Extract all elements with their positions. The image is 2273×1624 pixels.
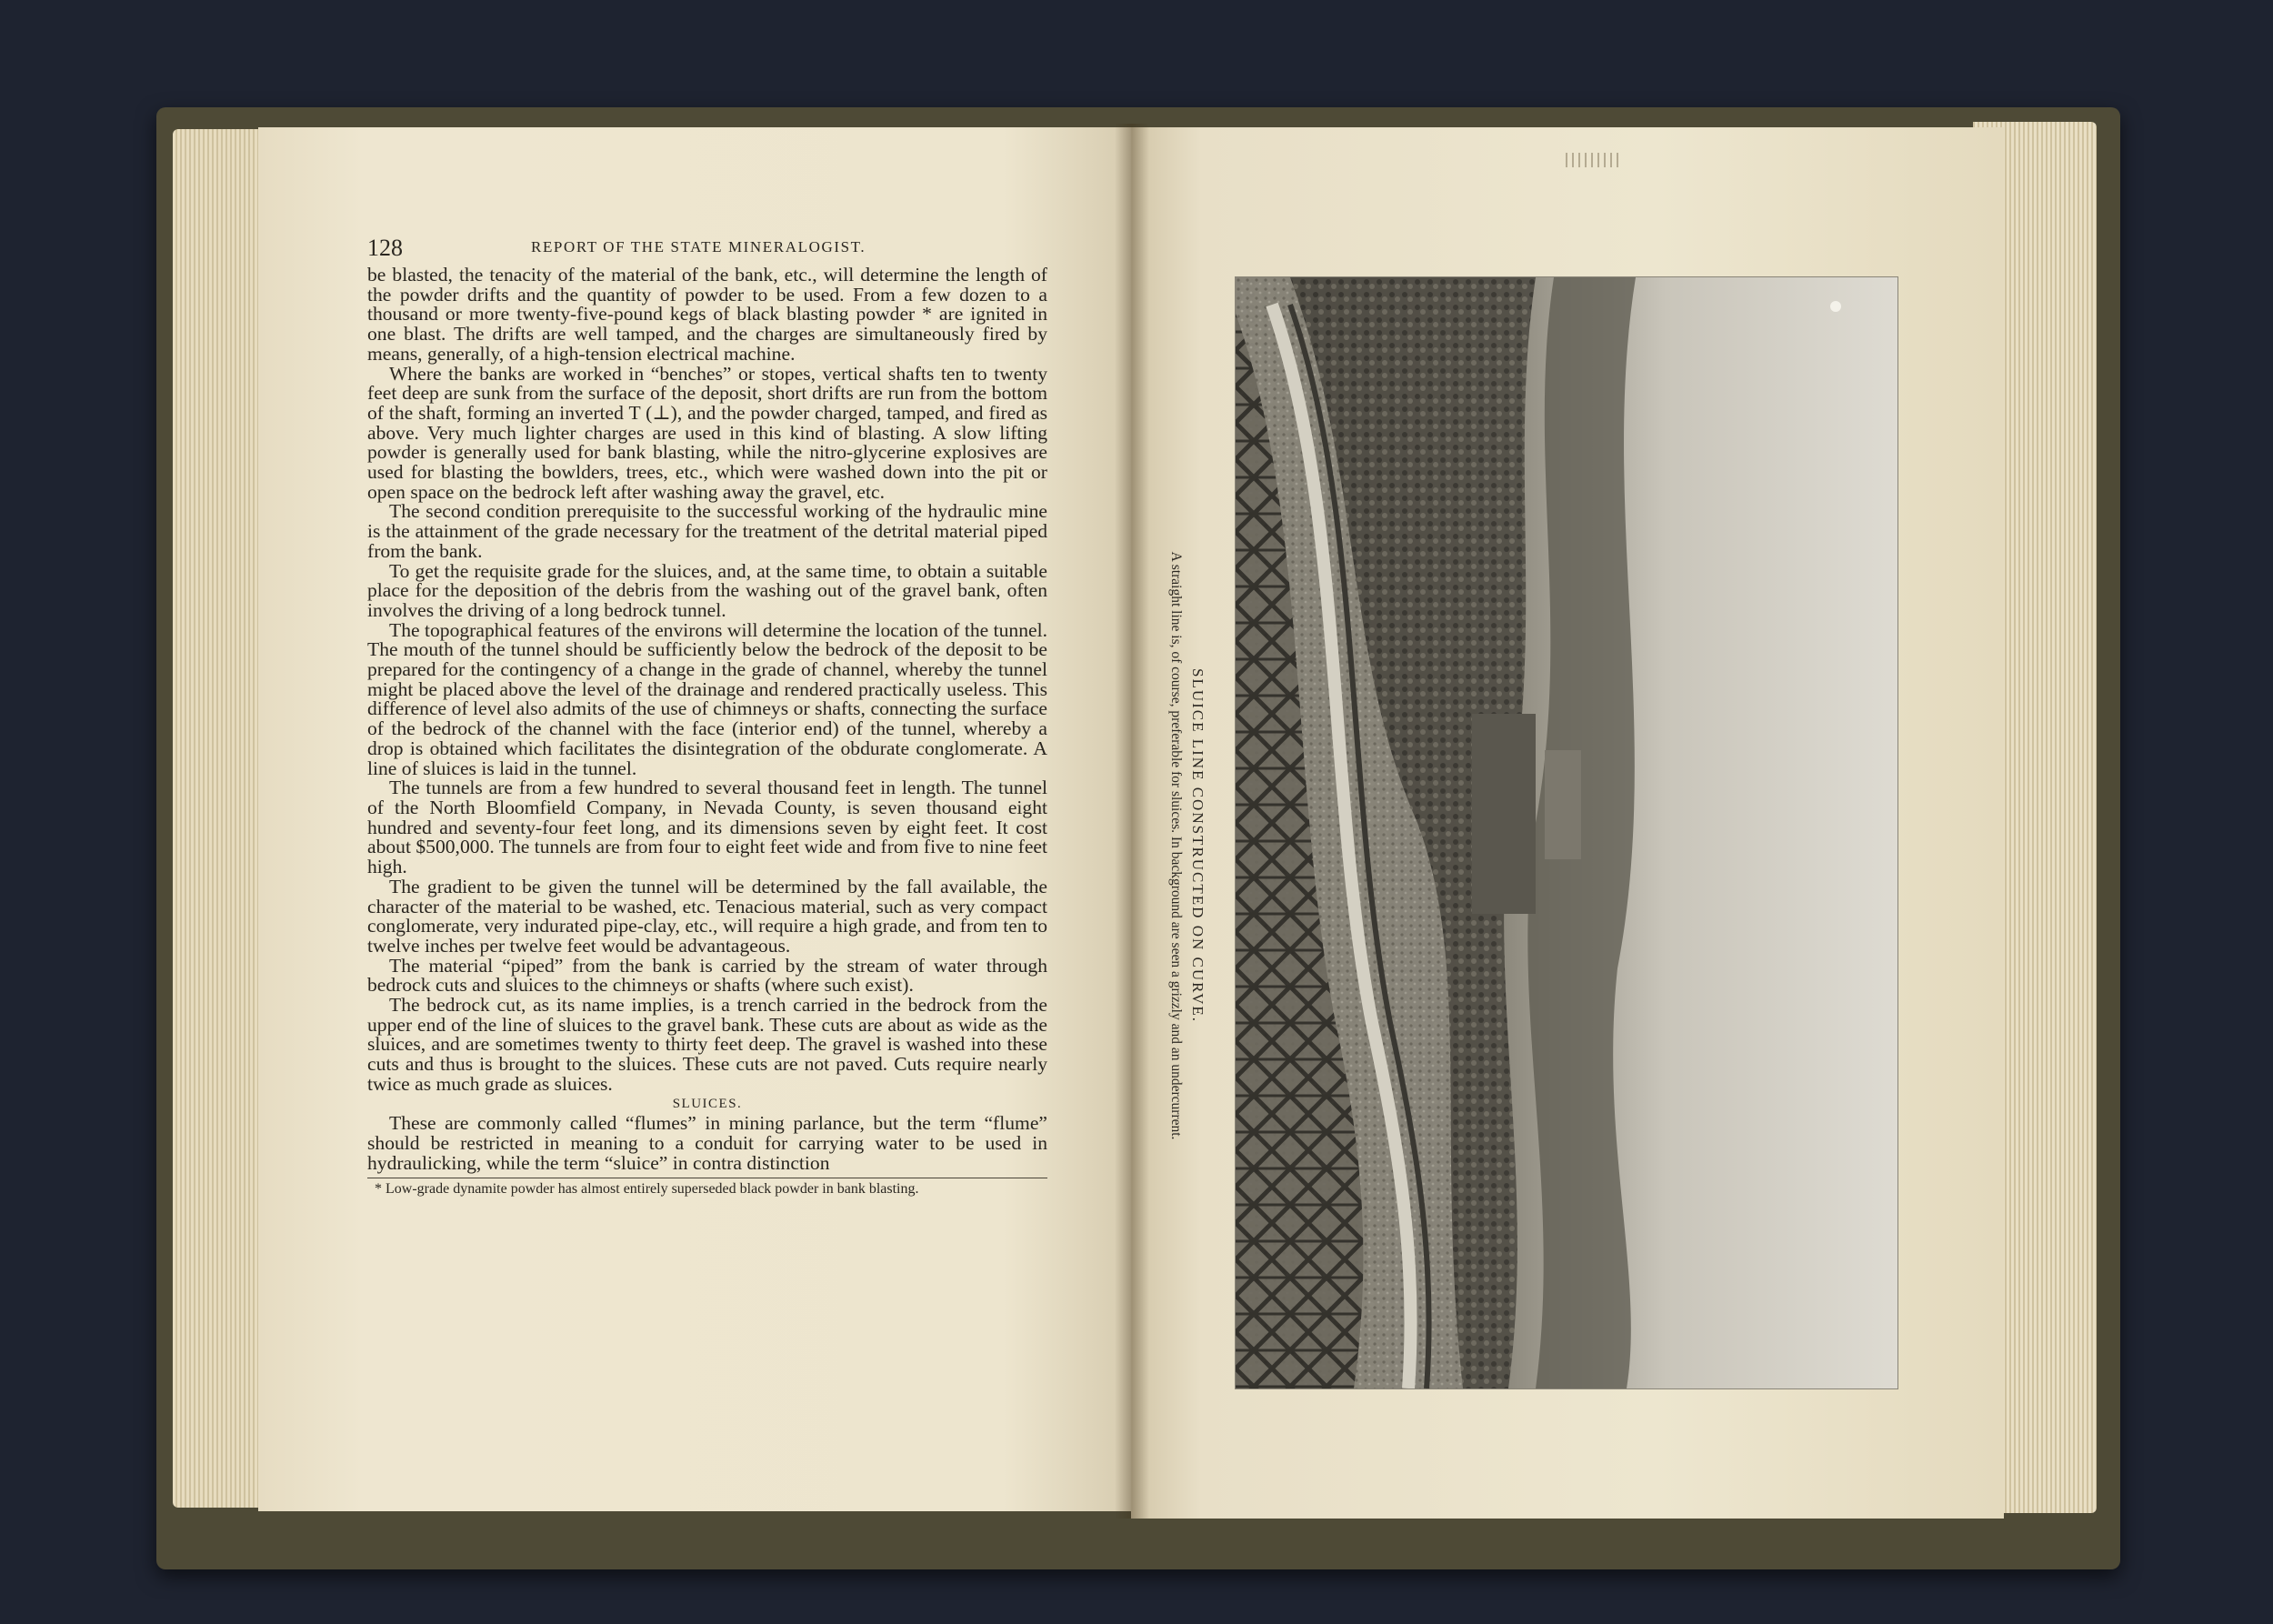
- caption-title: SLUICE LINE CONSTRUCTED ON CURVE.: [1189, 668, 1207, 1023]
- body-text: [367, 266, 1047, 1197]
- left-page: [258, 127, 1135, 1511]
- paragraph: These are commonly called “flumes” in mining parlance, but the term “flume” should be restricted in meaning to a conduit for carrying water to be used in hydraulicking, while the term “sluice” in contra distinction: [367, 1112, 1047, 1174]
- paragraph: be blasted, the tenacity of the material of the bank, etc., will determine the length of the powder drifts and the quantity of powder to be used. From a few dozen to a thousand or more twenty-five-pound kegs of black blasting powder * are ignited in one blast. The drifts are well tamped, and the charges are simultaneously fired by means, generally, of a high-tension electrical machine.: [367, 264, 1047, 365]
- footnote: * Low-grade dynamite powder has almost entirely superseded black powder in bank blasting.: [375, 1181, 919, 1198]
- book-gutter: [1115, 124, 1149, 1519]
- paragraph: The topographical features of the environs will determine the location of the tunnel. The mouth of the tunnel should be sufficiently below the bedrock of the deposit to be prepared for the contingency of a change in the grade of channel, whereby the tunnel might be placed above the level of the drainage and rendered practically useless. This difference of level also admits of the use of chimneys or shafts, connecting the surface of the bedrock of the channel with the face (interior end) of the tunnel, whereby a drop is obtained which facilitates the disintegration of the obdurate conglomerate. A line of sluices is laid in the tunnel.: [367, 618, 1047, 779]
- caption-body: A straight line is, of course, preferable for sluices. In background are seen a grizzly and an undercurrent.: [1168, 551, 1184, 1140]
- paragraph: The material “piped” from the bank is carried by the stream of water through bedrock cuts and sluices to the chimneys or shafts (where such exist).: [367, 954, 1047, 997]
- paragraph: The gradient to be given the tunnel will be determined by the fall available, the character of the material to be washed, etc. Tenacious material, such as very compact conglomerate, very indurated pipe-clay, etc., will require a high grade, and from ten to twelve inches per twelve feet would be advantageous.: [367, 875, 1047, 957]
- paragraph: The second condition prerequisite to the successful working of the hydraulic mine is the attainment of the grade necessary for the treatment of the detrital material piped from the bank.: [367, 500, 1047, 562]
- photo-illustration: [1236, 277, 1898, 1388]
- paragraph: To get the requisite grade for the sluices, and, at the same time, to obtain a suitable place for the deposition of the debris from the washing out of the gravel bank, often involves the driving of a long bedrock tunnel.: [367, 559, 1047, 621]
- page-number: 128: [367, 235, 403, 261]
- paragraph: The tunnels are from a few hundred to several thousand feet in length. The tunnel of the North Bloomfield Company, in Nevada County, is seven thousand eight hundred and seventy-four feet long, and its dimensions seven by eight feet. It cost about $500,000. The tunnels are from four to eight feet wide and from five to nine feet high.: [367, 777, 1047, 878]
- section-heading: SLUICES.: [672, 1096, 743, 1111]
- pencil-annotation: [1566, 153, 1620, 167]
- photo-caption: [1168, 455, 1237, 1237]
- right-page: [1131, 127, 2004, 1519]
- sluice-photograph: [1235, 276, 1898, 1389]
- paragraph: The bedrock cut, as its name implies, is a trench carried in the bedrock from the upper end of the line of sluices to the gravel bank. These cuts are about as wide as the sluices, and are sometimes twenty to thirty feet deep. The gravel is washed into these cuts and thus is brought to the sluices. These cuts are not paved. Cuts require nearly twice as much grade as sluices.: [367, 994, 1047, 1095]
- paragraph: Where the banks are worked in “benches” or stopes, vertical shafts ten to twenty feet deep are sunk from the surface of the deposit, short drifts are run from the bottom of the shaft, forming an inverted T (⊥), and the powder charged, tamped, and fired as above. Very much lighter charges are used in this kind of blasting. A slow lifting powder is generally used for bank blasting, while the nitro-glycerine explosives are used for blasting the bowlders, trees, etc., which were washed down into the pit or open space on the bedrock left after washing away the gravel, etc.: [367, 362, 1047, 503]
- running-head: REPORT OF THE STATE MINERALOGIST.: [531, 238, 866, 256]
